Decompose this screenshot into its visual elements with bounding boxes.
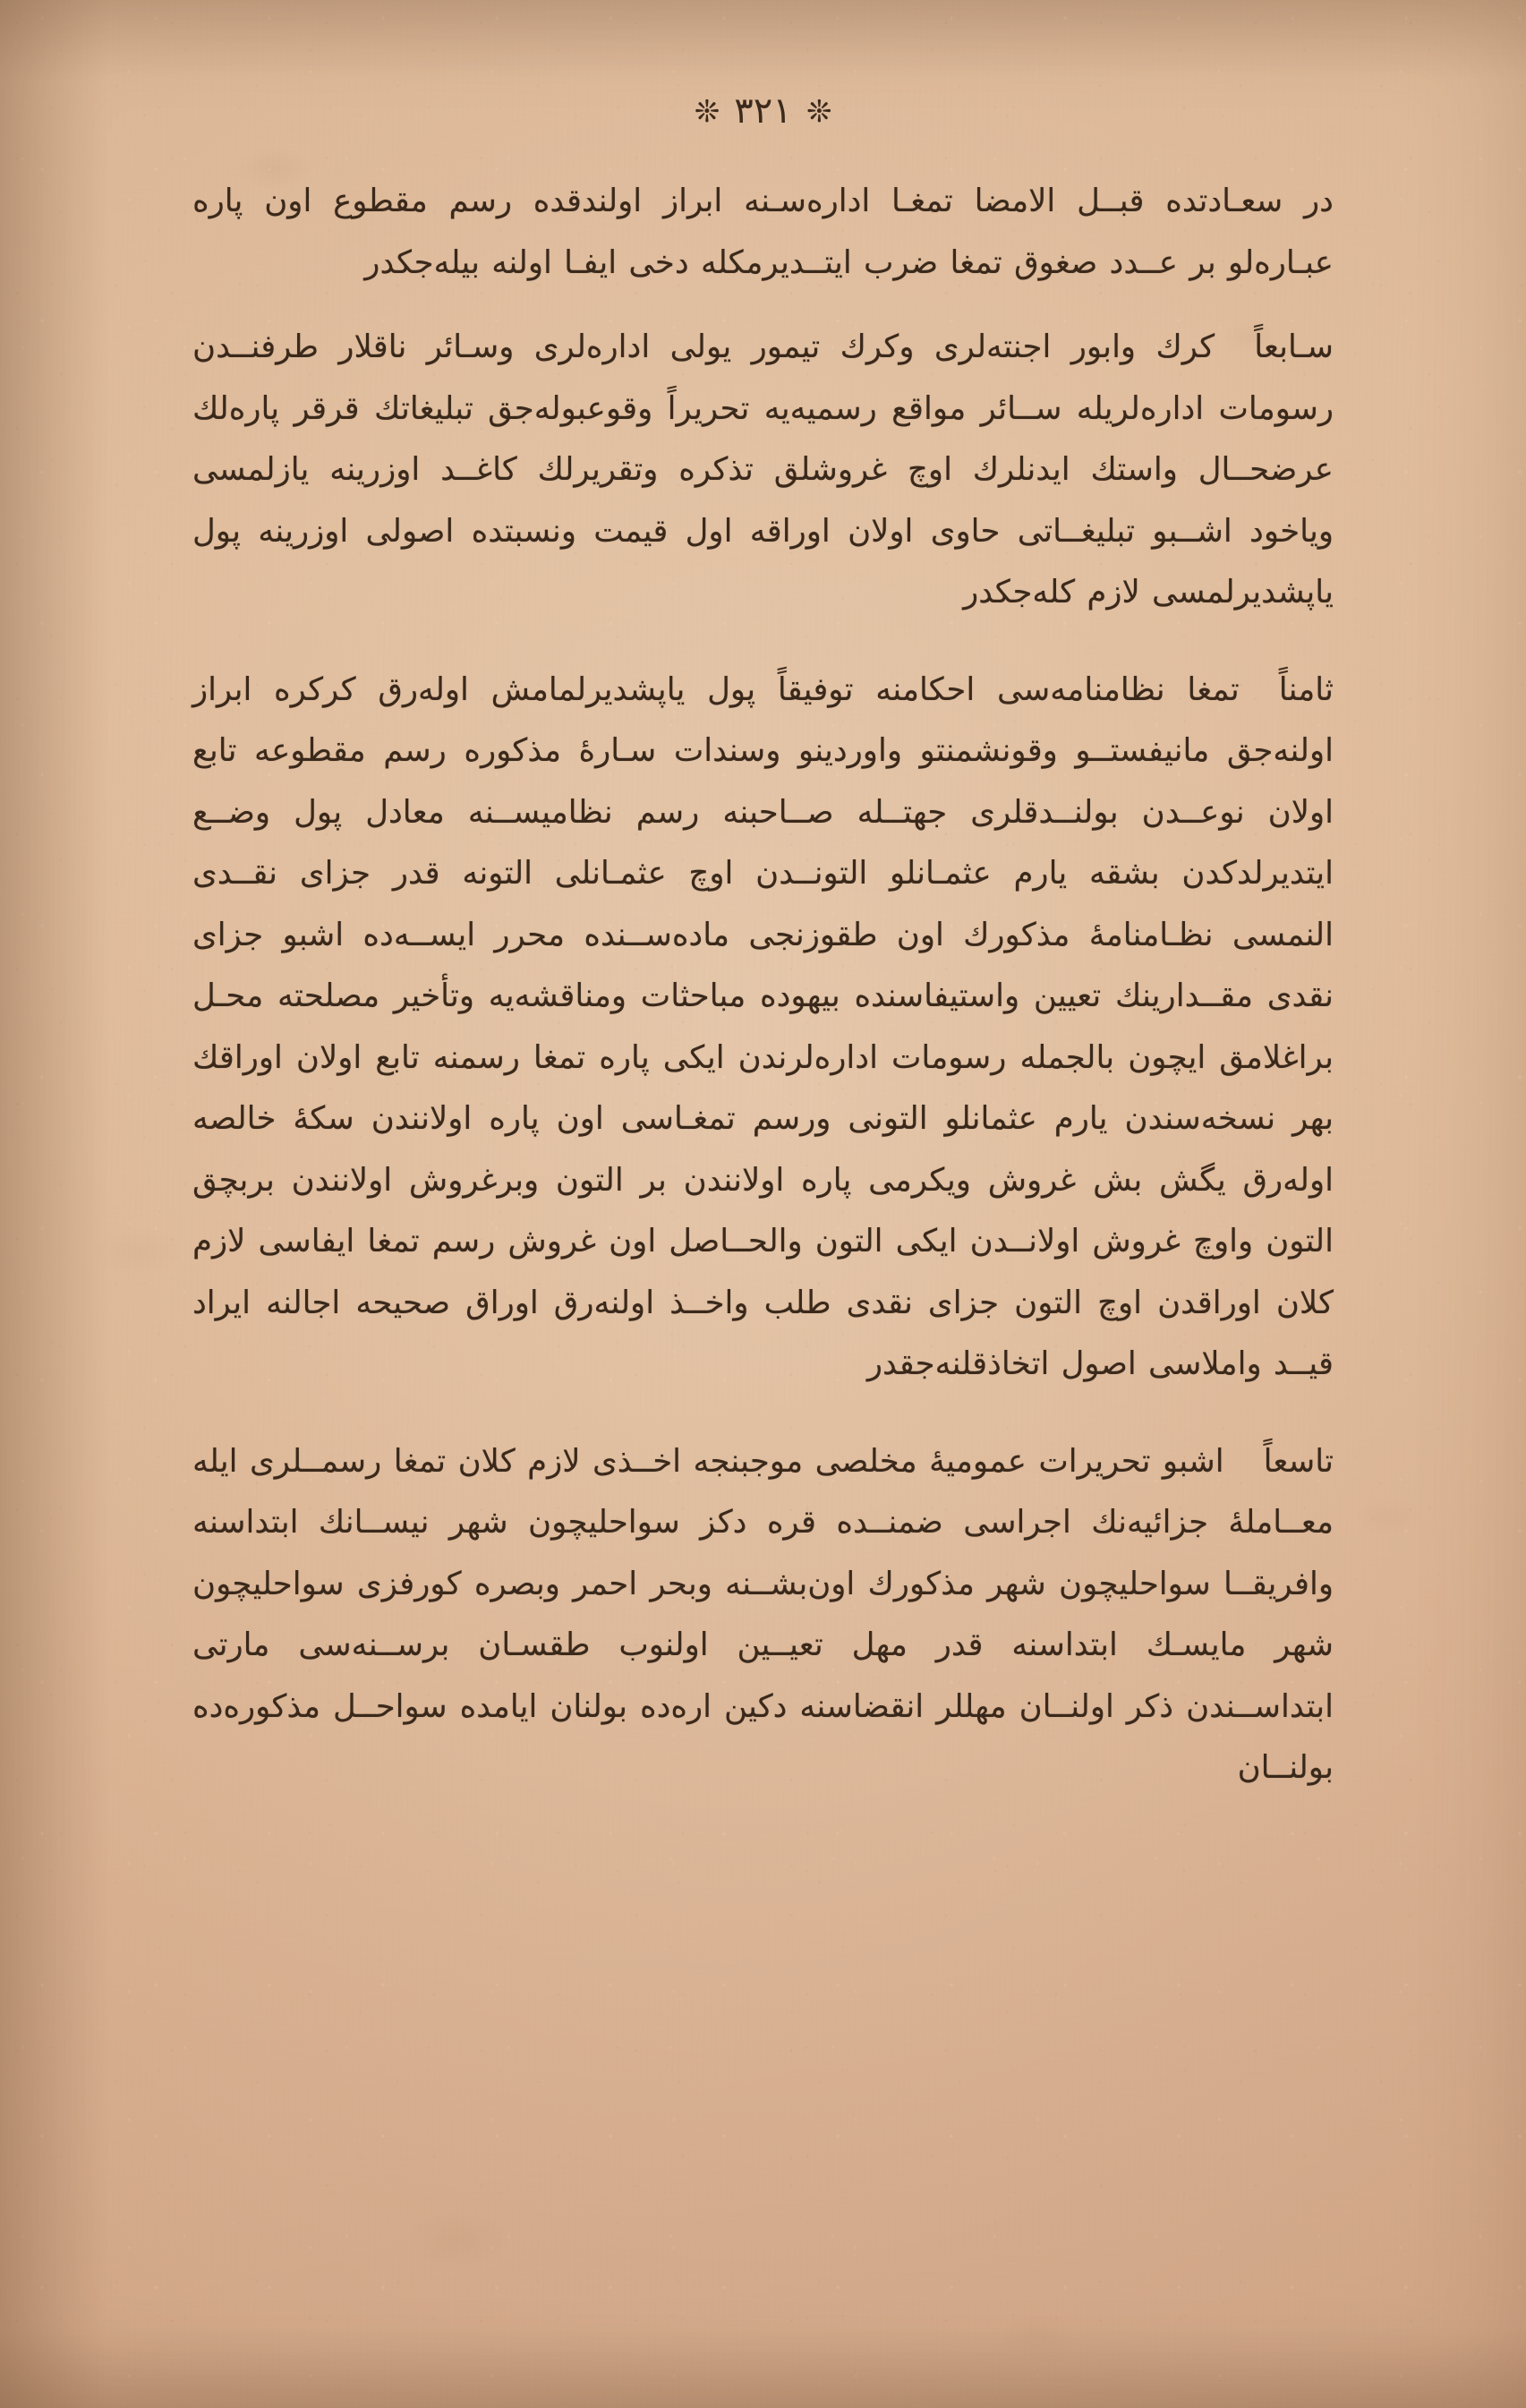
section-marker-seventh: سـابعاً xyxy=(1254,329,1334,365)
floret-ornament-left-icon: ❊ xyxy=(806,94,832,130)
paragraph-eighth-text: تمغا نظامنامه‌سی احكامنه توفیقاً پول یاپشدیرلمامش اوله‌رق كركره ابراز اولنه‌جق مانیفستــو وقونشمنتو واوردینو وسندات سـارهٔ مذكوره رسم مقطوعه تابع اولان نوعــدن بولنــدقلری جهتــله صــاحبنه رسم نظامیســنه معادل پول وضــع ایتدیرلدكدن بشقه یارم عثمـانلو التونــدن اوچ عثمـانلی التونه قدر جزای نقــدی النمسی نظـامنامهٔ مذكورك اون طقوزنجی ماده‌ســنده محرر ایســه‌ده اشبو جزای نقدی مقــدارینك تعیین واستیفاسنده بیهوده مباحثات ومناقشه‌یه وتأخیر مصلحته محـل براغلامق ایچون بالجمله رسومات اداره‌لرندن ایكی پاره تمغا رسمنه تابع اولان اوراقك بهر نسخه‌سندن یارم عثمانلو التونی ورسم تمغـاسی اون پاره اولانندن سكهٔ خالصه اوله‌رق یگش بش غروش ویكرمی پاره اولانندن بر التون وبرغروش اولانندن بربچق التون واوچ غروش اولانــدن ایكی التون والحــاصل اون غروش رسم تمغا ایفاسی لازم كلان اوراقدن اوچ التون جزای نقدی طلب واخــذ اولنه‌رق اوراق صحیحه اجالنه ایراد قیــد واملاسی اصول اتخاذقلنه‌جقدر xyxy=(192,670,1334,1382)
paragraph-ninth-text: اشبو تحریرات عمومیهٔ مخلصی موجبنجه اخــذی لازم كلان تمغا رسمــلری ایله معــاملهٔ جزائیه‌نك اجراسی ضمنــده قره دكز سواحلیچون شهر نیســانك ابتداسنه وافریقــا سواحلیچون شهر مذكورك اون‌بشــنه وبحر احمر وبصره كورفزی سواحلیچون شهر مایسـك ابتداسنه قدر مهل تعیــین اولنوب طقسـان برســنه‌سی مارتی ابتداســندن ذكر اولنــان مهللر انقضاسنه دكین اره‌ده بولنان ایامده سواحــل مذكوره‌ده بولنــان xyxy=(192,1442,1334,1786)
floret-ornament-right-icon: ❊ xyxy=(694,94,720,130)
paragraph-seventh xyxy=(192,317,1334,624)
body-text xyxy=(192,171,1334,1799)
paragraph-ninth xyxy=(192,1431,1334,1799)
paragraph-eighth xyxy=(192,660,1334,1396)
paragraph-continued: در سعـادتده قبــل الامضا تمغـا اداره‌سـنه ابراز اولندقده رسم مقطوع اون پاره عبـاره‌لو بر عــدد صغوق تمغا ضرب ایتــدیرمكله دخی ایفـا اولنه بیله‌جكدر xyxy=(192,183,1334,281)
page-number-header xyxy=(192,85,1334,141)
section-marker-ninth: تاسعاً xyxy=(1263,1442,1334,1480)
page-number: ٣٢١ xyxy=(734,90,792,132)
paragraph-seventh-text: كرك وابور اجنته‌لری وكرك تیمور یولی اداره‌لری وسـائر ناقلار طرفنــدن رسومات اداره‌لریله ســائر مواقع رسمیه‌یه تحریراً وقوعبوله‌جق تبلیغاتك قرقر پاره‌لك عرضحــال واستك ایدنلرك اوچ غروشلق تذكره وتقریرلك كاغــد اوزرینه یازلمسی ویاخود اشــبو تبلیغــاتی حاوی اولان اوراقه اول قیمت ونسبتده اصولی اوزرینه پول یاپشدیرلمسی لازم كله‌جكدر xyxy=(192,329,1334,611)
section-marker-eighth: ثامناً xyxy=(1278,670,1334,708)
